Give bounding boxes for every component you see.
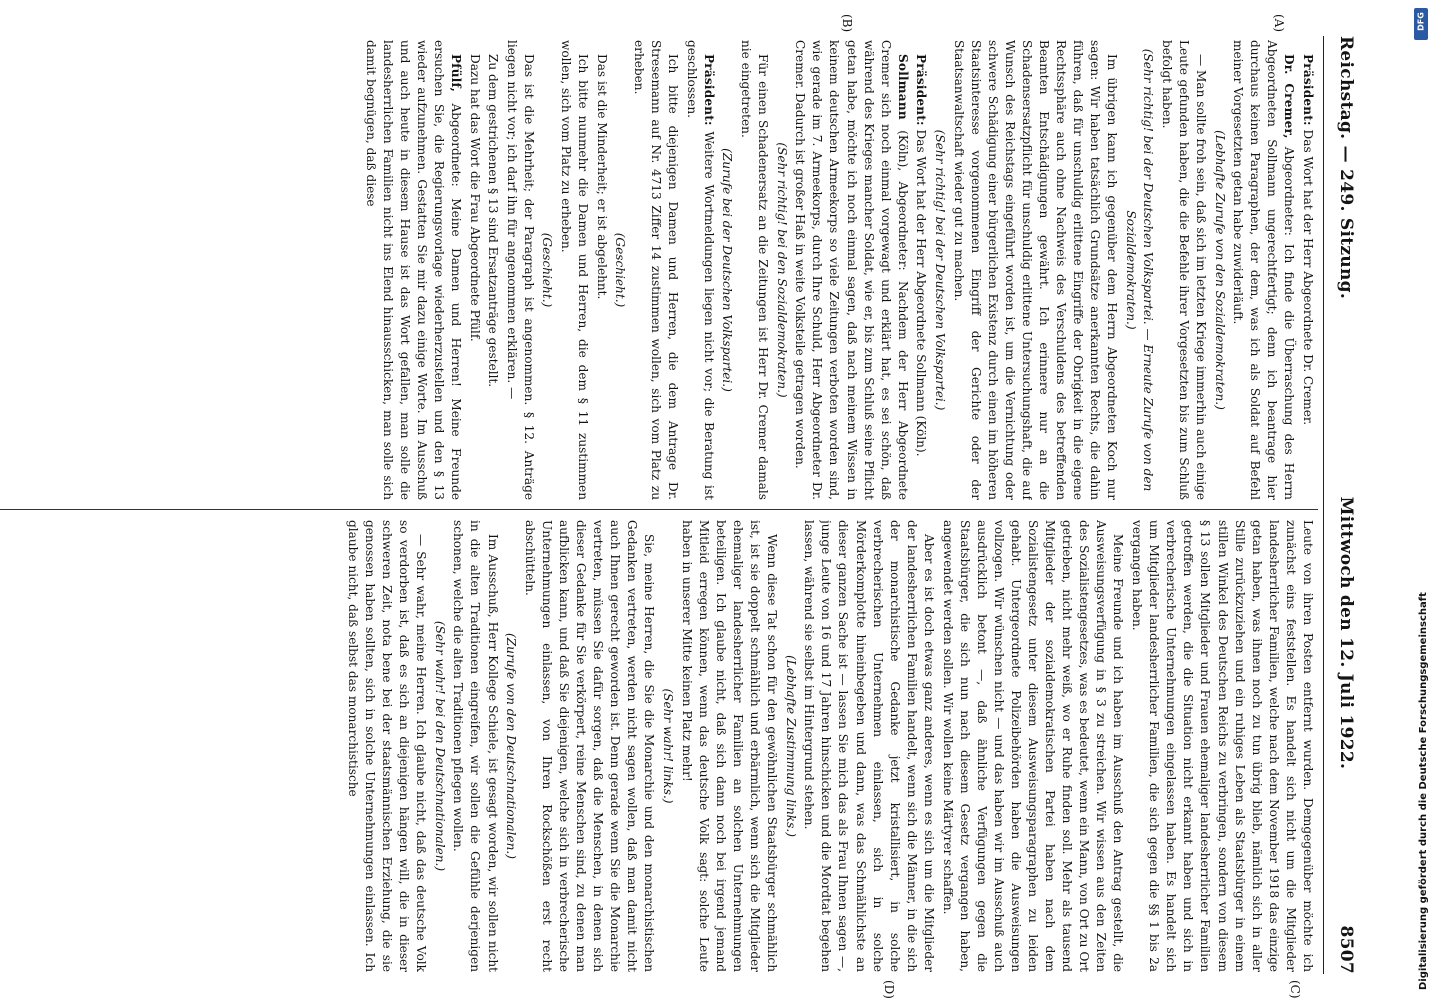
digitization-credit: Digitalisierung gefördert durch die Deutsche Forschungsgemeinschaft bbox=[1418, 592, 1429, 990]
header-date: Mittwoch den 12. Juli 1922. bbox=[1336, 496, 1356, 770]
speech-text: Abgeordnete: Meine Damen und Herren! Meine Freunde ersuchen Sie, die Regierungsvorlage wiederherzustellen und den § 13 wieder aufzunehmen. Gestatten Sie mir dazu einige Worte. Im Ausschuß und auch heute in diesem Hause ist das Wort gefallen, man solle die landesherrlichen Familien nicht ins Elend hinausschicken, man solle sich damit begnügen, daß diese bbox=[363, 40, 463, 500]
speech-text: (Köln), Abgeordneter: Nachdem der Herr Abgeordnete Cremer sich noch einmal vorgewagt und erklärt hat, es sei schön, daß während des Krieges mancher Soldat, wie er, bis zum Schluß seine Pflicht getan habe, möchte ich noch einmal sagen, daß nach meinem Wissen in keinem deutschen Armeekorps so viele Zeitungen verboten worden sind, wie gerade im 7. Armeekorps, durch Ihre Schuld, Herr Abgeordneter Dr. Cremer. Dadurch ist großer Haß in weite Volksteile getragen worden. bbox=[793, 40, 910, 500]
speech-text: Das Wort hat der Herr Abgeordnete Dr. Cremer. bbox=[1301, 125, 1315, 426]
speaker-paragraph bbox=[683, 40, 717, 500]
interjection-note: (Geschieht.) bbox=[540, 232, 555, 308]
speaker-paragraph bbox=[1229, 40, 1297, 500]
margin-marker-c: (C) bbox=[1288, 980, 1302, 999]
left-text-column bbox=[0, 40, 1316, 500]
speech-paragraph: Aber es ist doch etwas ganz anderes, wenn es sich um die Mitglieder der landesherrlichen Familien handelt, wenn sich die Männer, in die sich der monarchistische Gedanke jetzt kristallisiert, in solche verbrecherischen Unternehmen einlassen, sich in solche Mörderkomplotte hineinbegeben und dann, was das Schmählichste an dieser ganzen Sache ist — lassen Sie mich das als Frau Ihnen sagen —, junge Leute von 16 und 17 Jahren hinschicken und die Mordtat begehen lassen, während sie selbst im Hintergrund stehen. bbox=[802, 520, 936, 972]
speech-paragraph: Leute von ihren Posten entfernt wurden. Demgegenüber möchte ich zunächst eins feststellen. Es handelt sich nicht um die Mitglieder landesherrlicher Familien, welche nach dem November 1918 das einzige getan haben, was ihnen noch zu tun übrig blieb, nämlich sich in aller Stille zurückzuziehen und ein ruhiges Leben als Staatsbürger in einem stillen Winkel des Deutschen Reichs zu verbringen, sondern von diesem § 13 sollen Mitglieder und Frauen ehemaliger landesherrlicher Familien getroffen werden, die die Situation nicht erkannt haben und sich in verbrecherische Unternehmungen eingelassen haben. Es handelt sich um Mitglieder landesherrlicher Familien, die sich gegen die §§ 1 bis 2a vergangen haben. bbox=[1130, 520, 1315, 972]
speech-paragraph: Sie, meine Herren, die Sie die Monarchie und den monarchistischen Gedanken vertreten, werden nicht sagen wollen, daß man damit nicht auch Ihnen gerecht geworden ist. Denn gerade wenn Sie die Monarchie vertreten, müssen Sie dafür sorgen, daß die Menschen, in denen sich dieser Gedanke für Sie verkörpert, reine Menschen sind, zu denen man aufblicken kann, und daß Sie diejenigen, welche sich in verbrecherische Unternehmungen einlassen, von Ihren Rockschößen erst recht abschütteln. bbox=[522, 520, 657, 972]
speech-paragraph: Das ist die Mehrheit; der Paragraph ist angenommen. § 12. Anträge liegen nicht vor; ich darf ihn für angenommen erklären. — bbox=[504, 40, 536, 500]
speech-paragraph: Meine Freunde und ich haben im Ausschuß den Antrag gestellt, die Ausweisungsverfügung in § 3 zu streichen. Wir wissen aus den Zeiten des Sozialistengesetzes, was es bedeutet, wenn ein Mann, von Ort zu Ort getrieben, nicht mehr weiß, wo er Ruhe finden soll. Mehr als tausend Mitglieder der sozialdemokratischen Partei haben nach dem Sozialistengesetz unter diesem Ausweisungsparagraphen zu leiden gehabt. Untergeordnete Polizeibehörden haben die Ausweisungen vollzogen. Wir wünschen nicht — und das haben wir im Ausschuß auch ausdrücklich betont —, daß ähnliche Verfügungen gegen die Staatsbürger, die sich nun nach diesem Gesetz vergangen haben, angewendet werden sollen. Wir wollen keine Märtyrer schaffen. bbox=[940, 520, 1126, 972]
speaker-paragraph bbox=[361, 40, 464, 500]
speaker-name: Präsident: bbox=[1301, 54, 1315, 126]
interjection-note: (Lebhafte Zustimmung links.) bbox=[783, 655, 798, 837]
interjection-note: (Sehr richtig! bei der Deutschen Volkspartei. — Erneute Zurufe von den Sozialdemokraten.) bbox=[1124, 48, 1156, 492]
speech-paragraph: Im Ausschuß, Herr Kollege Schiele, ist gesagt worden, wir sollen nicht in die alten Traditionen eingreifen, wir sollen die Gefühle derjenigen schonen, welche die alten Traditionen pflegen wollen. bbox=[451, 520, 500, 972]
speaker-name: Präsident: bbox=[701, 54, 716, 126]
interjection-note: (Zurufe von den Deutschnationalen.) bbox=[504, 633, 519, 859]
right-text-column bbox=[0, 520, 1316, 972]
speaker-paragraph bbox=[791, 40, 911, 500]
speech-text: Abgeordneter: Ich finde die Überraschung des Herrn Abgeordneten Sollmann ungerechtfertigt; denn ich beantrage hier durchaus keinen Paragraphen, der dem, was ich als Soldat auf Befehl meiner Vorgesetzten getan habe zuwiderläuft. bbox=[1231, 40, 1297, 500]
speaker-paragraph bbox=[1299, 40, 1316, 500]
speech-paragraph: Zu dem gestrichenen § 13 sind Ersatzanträge gestellt. bbox=[486, 54, 501, 388]
speech-text: Weitere Wortmeldungen liegen nicht vor; die Beratung ist geschlossen. bbox=[684, 40, 716, 500]
speech-paragraph: Im übrigen kann ich gegenüber dem Herrn Abgeordneten Koch nur sagen: Wir haben tatsächlich Grundsätze anerkannten Rechts, die dahin führen, daß für unschuldig erlittene Eingriffe der Obrigkeit in die eigene Rechtssphäre auch ohne Nachweis des Verschuldens des betreffenden Beamten Entschädigungen gewährt. Ich erinnere nur an die Schadensersatzpflicht für unschuldig erlittene Untersuchungshaft, die auf Wunsch des Reichstags eingeführt worden ist, um die Vernichtung oder schwere Schädigung einer bürgerlichen Existenz durch einen im höheren Staatsinteresse vorgenommenen Eingriff der Gerichte oder der Staatsanwaltschaft wieder gut zu machen. bbox=[951, 40, 1120, 500]
interjection-note: (Sehr wahr! bei den Deutschnationalen.) bbox=[432, 620, 447, 872]
margin-marker-d: (D) bbox=[882, 980, 896, 999]
margin-marker-a: (A) bbox=[1272, 14, 1286, 33]
margin-marker-b: (B) bbox=[840, 14, 854, 33]
header-session-title: Reichstag. — 249. Sitzung. bbox=[1336, 36, 1356, 300]
page-number: 8507 bbox=[1336, 925, 1356, 974]
speech-paragraph: Das ist die Minderheit; er ist abgelehnt. bbox=[594, 54, 609, 300]
speaker-paragraph bbox=[912, 40, 929, 500]
header-date-and-page bbox=[1336, 497, 1356, 974]
speech-paragraph: Wenn diese Tat schon für den gewöhnlichen Staatsbürger schmählich ist, ist sie doppelt schmählich und erbärmlich, wenn sich die Mitglieder ehemaliger landesherrlicher Familien an solchen Unternehmungen beteiligen. Ich glaube nicht, daß sich dann noch bei irgend jemand Mitleid erregen können, wenn das deutsche Volk sagt: solche Leute haben in unserer Mitte keinen Platz mehr! bbox=[679, 520, 780, 972]
speech-paragraph: Ich bitte nunmehr die Damen und Herren, die dem § 11 zustimmen wollen, sich vom Platz zu erheben. bbox=[559, 40, 591, 500]
speech-text: Das Wort hat der Herr Abgeordnete Sollmann (Köln). bbox=[914, 125, 929, 457]
header-rule bbox=[1323, 36, 1324, 974]
column-separator bbox=[0, 509, 1318, 510]
interjection-note: (Lebhafte Zurufe von den Sozialdemokraten.) bbox=[1212, 130, 1227, 410]
speaker-name: Sollmann bbox=[895, 54, 910, 120]
interjection-note: (Geschieht.) bbox=[613, 232, 628, 308]
speech-paragraph: — Man sollte froh sein, daß sich im letzten Kriege immerhin auch einige Leute gefunden haben, die die Befehle ihrer Vorgesetzten bis zum Schluß befolgt haben. bbox=[1159, 40, 1208, 500]
speech-paragraph: Für einen Schadenersatz an die Zeitungen ist Herr Dr. Cremer damals nie eingetreten. bbox=[739, 40, 771, 500]
speech-paragraph: — Sehr wahr, meine Herren. Ich glaube nicht, daß das deutsche Volk so verdorben ist, daß es sich an diejenigen hängen will, die in dieser schweren Zeit, nota bene bei der staatsmännischen Erziehung, die sie genossen haben sollten, sich in solche Unternehmungen einlassen. Ich glaube nicht, daß selbst das monarchistische bbox=[345, 520, 429, 972]
interjection-note: (Sehr richtig! bei den Sozialdemokraten.) bbox=[774, 142, 789, 398]
speech-paragraph: Dazu hat das Wort die Frau Abgeordnete Pfülf. bbox=[467, 54, 482, 342]
interjection-note: (Zurufe bei der Deutschen Volkspartei.) bbox=[720, 148, 735, 392]
dfg-logo-text: DFG bbox=[1416, 12, 1426, 31]
speaker-name: Dr. Cremer, bbox=[1282, 54, 1297, 139]
interjection-note: (Sehr richtig! bei der Deutschen Volkspartei.) bbox=[933, 129, 948, 411]
speaker-name: Pfülf, bbox=[449, 54, 463, 93]
interjection-note: (Sehr wahr! links.) bbox=[661, 688, 676, 804]
speech-paragraph: Ich bitte diejenigen Damen und Herren, die dem Antrage Dr. Stresemann auf Nr. 4713 Ziffer 14 zustimmen wollen, sich vom Platz zu erheben. bbox=[631, 40, 681, 500]
speaker-name: Präsident: bbox=[914, 54, 929, 126]
running-header bbox=[1326, 36, 1356, 974]
